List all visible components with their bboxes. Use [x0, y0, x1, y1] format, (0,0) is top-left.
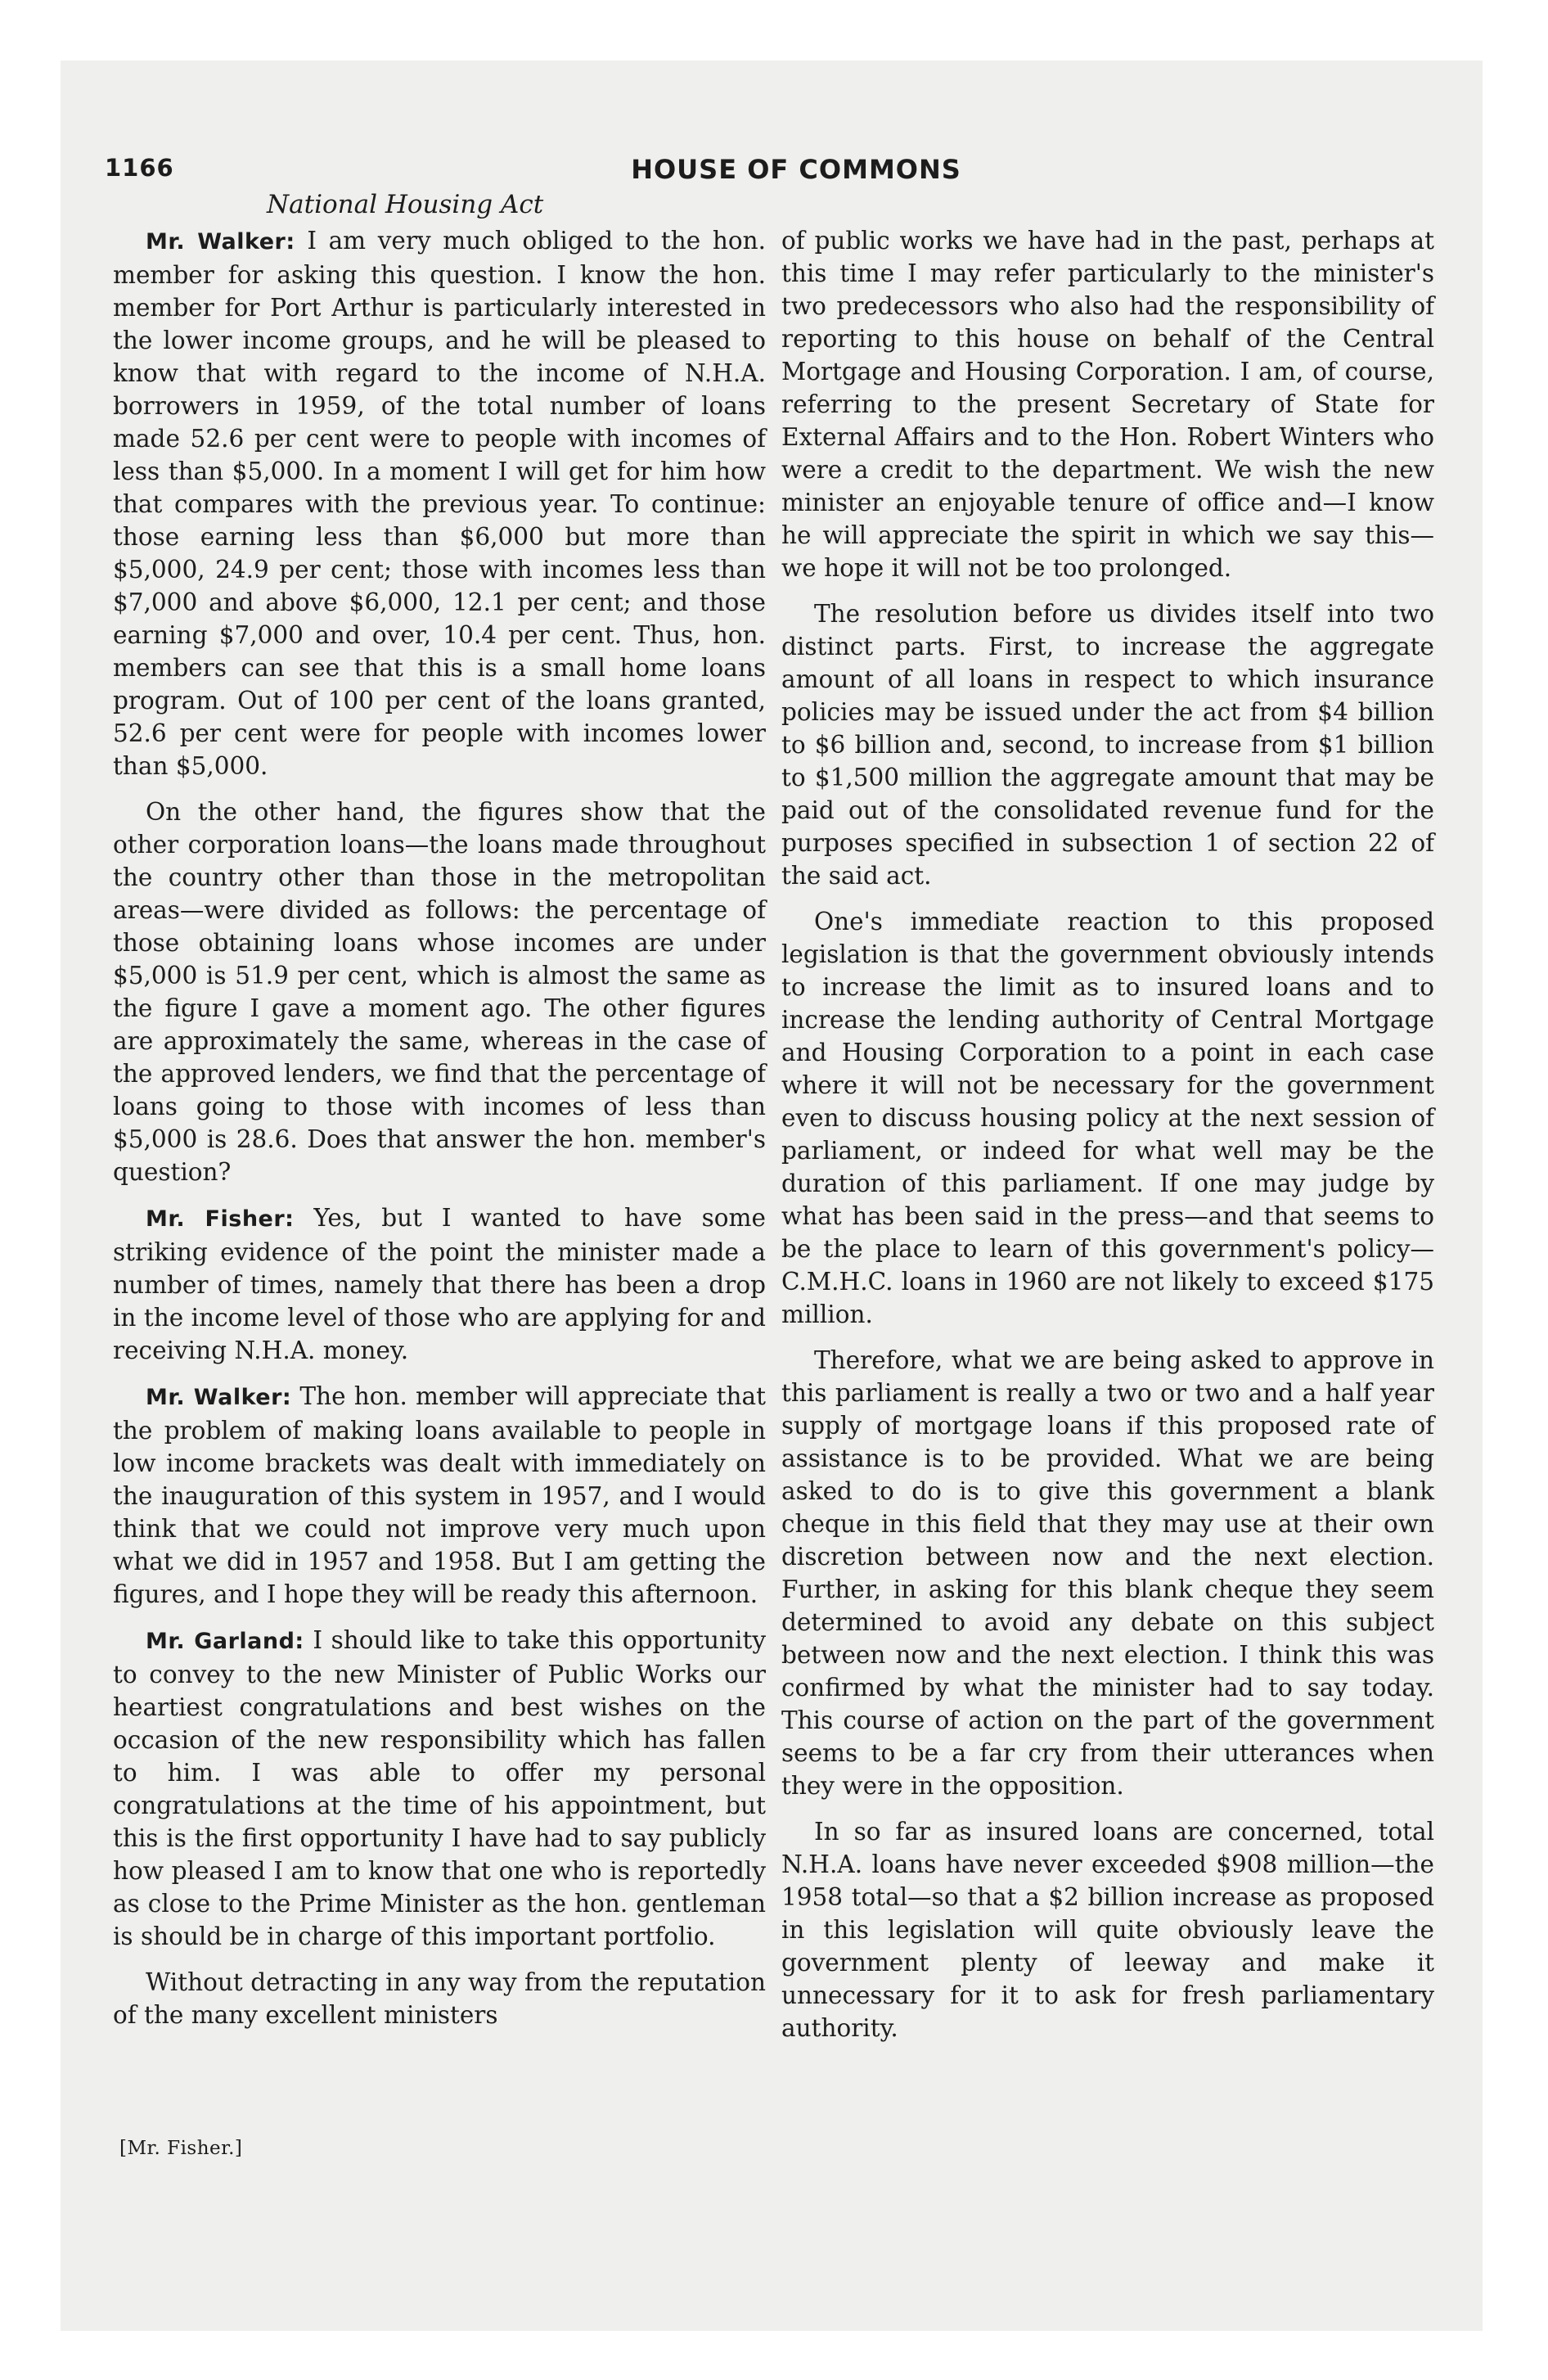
speaker-name: Mr. Garland:	[146, 1629, 304, 1654]
paragraph	[781, 905, 1434, 1331]
paragraph	[781, 1344, 1434, 1802]
paragraph-text: One's immediate reaction to this proposed legislation is that the government obviously intends to increase the limit as to insured loans and to increase the lending authority of Central Mortgage and Housing Corporation to a point in each case where it will not be necessary for the government even to discuss housing policy at the next session of parliament, or indeed for what well may be the duration of this parliament. If one may judge by what has been said in the press—and that seems to be the place to learn of this government's policy—C.M.H.C. loans in 1960 are not likely to exceed $175 million.	[781, 908, 1434, 1328]
paragraph	[113, 1966, 766, 2031]
paragraph-text: I should like to take this opportunity to convey to the new Minister of Public Works our heartiest congratulations and best wishes on the occasion of the new responsibility which has fallen to him. I was able to offer my personal congratulations at the time of his appointment, but this is the first opportunity I have had to say publicly how pleased I am to know that one who is reportedly as close to the Prime Minister as the hon. gentleman is should be in charge of this important portfolio.	[113, 1626, 766, 1950]
paragraph-text: Therefore, what we are being asked to approve in this parliament is really a two or two and a half year supply of mortgage loans if this proposed rate of assistance is to be provided. What we are being asked to do is to give this government a blank cheque in this field that they may use at their own discretion between now and the next election. Further, in asking for this blank cheque they seem determined to avoid any debate on this subject between now and the next election. I think this was confirmed by what the minister had to say today. This course of action on the part of the government seems to be a far cry from their utterances when they were in the opposition.	[781, 1346, 1434, 1800]
paragraph	[781, 1815, 1434, 2044]
paragraph	[781, 224, 1434, 584]
paragraph	[113, 796, 766, 1188]
paragraph-text: of public works we have had in the past, perhaps at this time I may refer particularly to the minister's two predecessors who also had the responsibility of reporting to this house on behalf of the Central Mortgage and Housing Corporation. I am, of course, referring to the present Secretary of State for External Affairs and to the Hon. Robert Winters who were a credit to the department. We wish the new minister an enjoyable tenure of office and—I know he will appreciate the spirit in which we say this—we hope it will not be too prolonged.	[781, 227, 1434, 582]
paragraph-text: I am very much obliged to the hon. member for asking this question. I know the hon. member for Port Arthur is particularly interested in the lower income groups, and he will be pleased to know that with regard to the income of N.H.A. borrowers in 1959, of the total number of loans made 52.6 per cent were to people with incomes of less than $5,000. In a moment I will get for him how that compares with the previous year. To continue: those earning less than $6,000 but more than $5,000, 24.9 per cent; those with incomes less than $7,000 and above $6,000, 12.1 per cent; and those earning $7,000 and over, 10.4 per cent. Thus, hon. members can see that this is a small home loans program. Out of 100 per cent of the loans granted, 52.6 per cent were for people with incomes lower than $5,000.	[113, 227, 766, 780]
page-header	[105, 147, 1430, 188]
speaker-name: Mr. Walker:	[146, 1385, 292, 1410]
paragraph-text: The resolution before us divides itself into two distinct parts. First, to increase the aggregate amount of all loans in respect to which insurance policies may be issued under the act from $4 billion to $6 billion and, second, to increase from $1 billion to $1,500 million the aggregate amount that may be paid out of the consolidated revenue fund for the purposes specified in subsection 1 of section 22 of the said act.	[781, 600, 1434, 890]
paragraph	[113, 1380, 766, 1611]
paragraph	[113, 1201, 766, 1367]
right-column	[781, 224, 1434, 2058]
speaker-name: Mr. Walker:	[146, 229, 295, 255]
left-column	[113, 224, 766, 2044]
speaker-name: Mr. Fisher:	[146, 1206, 295, 1232]
paragraph	[781, 597, 1434, 892]
page-number: 1166	[105, 154, 174, 182]
paragraph	[113, 224, 766, 782]
paragraph-text: Without detracting in any way from the reputation of the many excellent ministers	[113, 1968, 766, 2029]
paragraph-text: Yes, but I wanted to have some striking evidence of the point the minister made a number of times, namely that there has been a drop in the income level of those who are applying for and receiving N.H.A. money.	[113, 1204, 766, 1364]
paragraph	[113, 1624, 766, 1953]
paragraph-text: On the other hand, the figures show that the other corporation loans—the loans made throughout the country other than those in the metropolitan areas—were divided as follows: the percentage of those obtaining loans whose incomes are under $5,000 is 51.9 per cent, which is almost the same as the figure I gave a moment ago. The other figures are approximately the same, whereas in the case of the approved lenders, we find that the percentage of loans going to those with incomes of less than $5,000 is 28.6. Does that answer the hon. member's question?	[113, 798, 766, 1186]
running-head: HOUSE OF COMMONS	[631, 154, 961, 185]
footer-attribution: [Mr. Fisher.]	[119, 2138, 243, 2159]
paragraph-text: In so far as insured loans are concerned, total N.H.A. loans have never exceeded $908 million—the 1958 total—so that a $2 billion increase as proposed in this legislation will quite obviously leave the government plenty of leeway and make it unnecessary for it to ask for fresh parliamentary authority.	[781, 1818, 1434, 2042]
paragraph-text: The hon. member will appreciate that the problem of making loans available to people in low income brackets was dealt with immediately on the inauguration of this system in 1957, and I would think that we could not improve very much upon what we did in 1957 and 1958. But I am getting the figures, and I hope they will be ready this afternoon.	[113, 1382, 766, 1608]
section-title: National Housing Act	[267, 190, 544, 219]
